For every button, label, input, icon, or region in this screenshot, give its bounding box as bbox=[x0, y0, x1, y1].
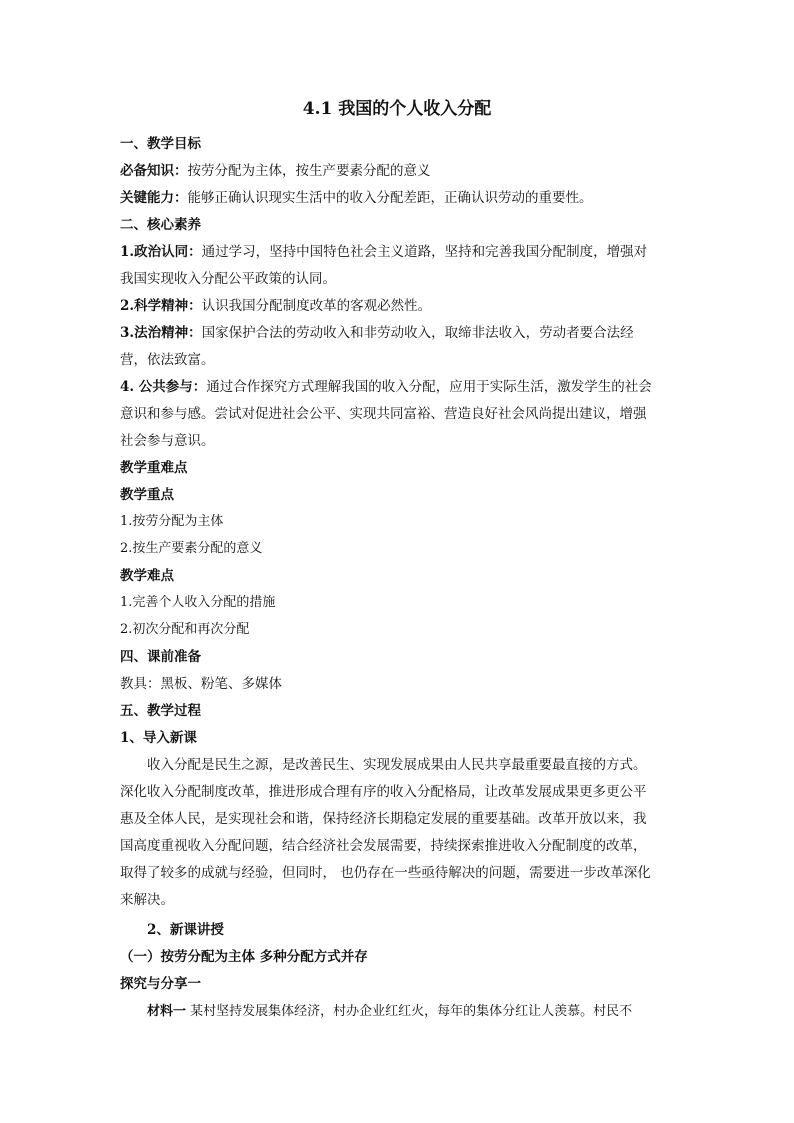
literacy-item-4-cont-1: 意识和参与感。尝试对促进社会公平、实现共同富裕、营造良好社会风尚提出建议，增强 bbox=[120, 406, 647, 422]
intro-heading: 1、导入新课 bbox=[120, 730, 197, 746]
intro-paragraph-line-3: 惠及全体人民，是实现社会和谐，保持经济长期稳定发展的重要基础。改革开放以来，我 bbox=[120, 811, 647, 827]
section-heading-literacy: 二、核心素养 bbox=[120, 217, 201, 233]
material-one-label: 材料一 bbox=[147, 1004, 187, 1019]
intro-paragraph-line-5: 取得了较多的成就与经验，但同时， 也仍存在一些亟待解决的问题，需要进一步改革深化 bbox=[120, 865, 651, 881]
material-one-text: 某村坚持发展集体经济，村办企业红红火，每年的集体分红让人羡慕。村民不 bbox=[186, 1004, 633, 1019]
intro-paragraph-line-1: 收入分配是民生之源，是改善民生、实现发展成果由人民共享最重要最直接的方式。 bbox=[147, 757, 647, 773]
key-points-heading: 教学重点 bbox=[120, 487, 174, 503]
literacy-item-2-label: 2.科学精神： bbox=[120, 298, 202, 314]
knowledge-line bbox=[120, 162, 431, 180]
difficult-points-heading: 教学难点 bbox=[120, 568, 174, 584]
literacy-item-3-cont: 营，依法致富。 bbox=[120, 352, 215, 368]
ability-text: 能够正确认识现实生活中的收入分配差距，正确认识劳动的重要性。 bbox=[187, 190, 593, 206]
literacy-item-4-text: 通过合作探究方式理解我国的收入分配，应用于实际生活，激发学生的社会 bbox=[206, 379, 652, 395]
difficult-point-1: 1.完善个人收入分配的措施 bbox=[120, 595, 276, 610]
new-lesson-heading: 2、新课讲授 bbox=[147, 922, 224, 938]
section-heading-key-difficult: 教学重难点 bbox=[120, 460, 188, 476]
key-point-2: 2.按生产要素分配的意义 bbox=[120, 541, 263, 556]
difficult-point-2: 2.初次分配和再次分配 bbox=[120, 622, 250, 637]
ability-label: 关键能力： bbox=[120, 190, 188, 206]
literacy-item-2-text: 认识我国分配制度改革的客观必然性。 bbox=[201, 298, 432, 314]
key-point-1: 1.按劳分配为主体 bbox=[120, 514, 224, 529]
section-heading-process: 五、教学过程 bbox=[120, 703, 201, 719]
intro-paragraph-line-6: 来解决。 bbox=[120, 892, 174, 908]
literacy-item-3-text: 国家保护合法的劳动收入和非劳动收入，取缔非法收入，劳动者要合法经 bbox=[201, 325, 634, 341]
literacy-item-4-cont-2: 社会参与意识。 bbox=[120, 433, 215, 449]
section-heading-objectives: 一、教学目标 bbox=[120, 136, 201, 152]
ability-line bbox=[120, 189, 593, 207]
material-one-line bbox=[147, 1003, 632, 1021]
literacy-item-3-label: 3.法治精神： bbox=[120, 325, 202, 341]
page-title: 4.1 我国的个人收入分配 bbox=[302, 99, 492, 119]
literacy-item-4 bbox=[120, 378, 652, 396]
literacy-item-1-text: 通过学习，坚持中国特色社会主义道路，坚持和完善我国分配制度，增强对 bbox=[201, 244, 648, 260]
teaching-tools: 教具：黑板、粉笔、多媒体 bbox=[120, 676, 282, 692]
section-heading-preparation: 四、课前准备 bbox=[120, 649, 201, 665]
knowledge-label: 必备知识： bbox=[120, 163, 188, 179]
literacy-item-4-label: 4. 公共参与： bbox=[120, 379, 207, 395]
literacy-item-2 bbox=[120, 297, 431, 315]
intro-paragraph-line-2: 深化收入分配制度改革，推进形成合理有序的收入分配格局，让改革发展成果更多更公平 bbox=[120, 784, 647, 800]
explore-share-heading: 探究与分享一 bbox=[120, 976, 201, 992]
literacy-item-1-label: 1.政治认同： bbox=[120, 244, 202, 260]
literacy-item-1 bbox=[120, 243, 647, 261]
knowledge-text: 按劳分配为主体，按生产要素分配的意义 bbox=[187, 163, 431, 179]
intro-paragraph-line-4: 国高度重视收入分配问题，结合经济社会发展需要，持续探索推进收入分配制度的改革， bbox=[120, 838, 647, 854]
literacy-item-1-cont: 我国实现收入分配公平政策的认同。 bbox=[120, 271, 336, 287]
part-one-heading: （一）按劳分配为主体 多种分配方式并存 bbox=[120, 949, 368, 965]
literacy-item-3 bbox=[120, 324, 634, 342]
